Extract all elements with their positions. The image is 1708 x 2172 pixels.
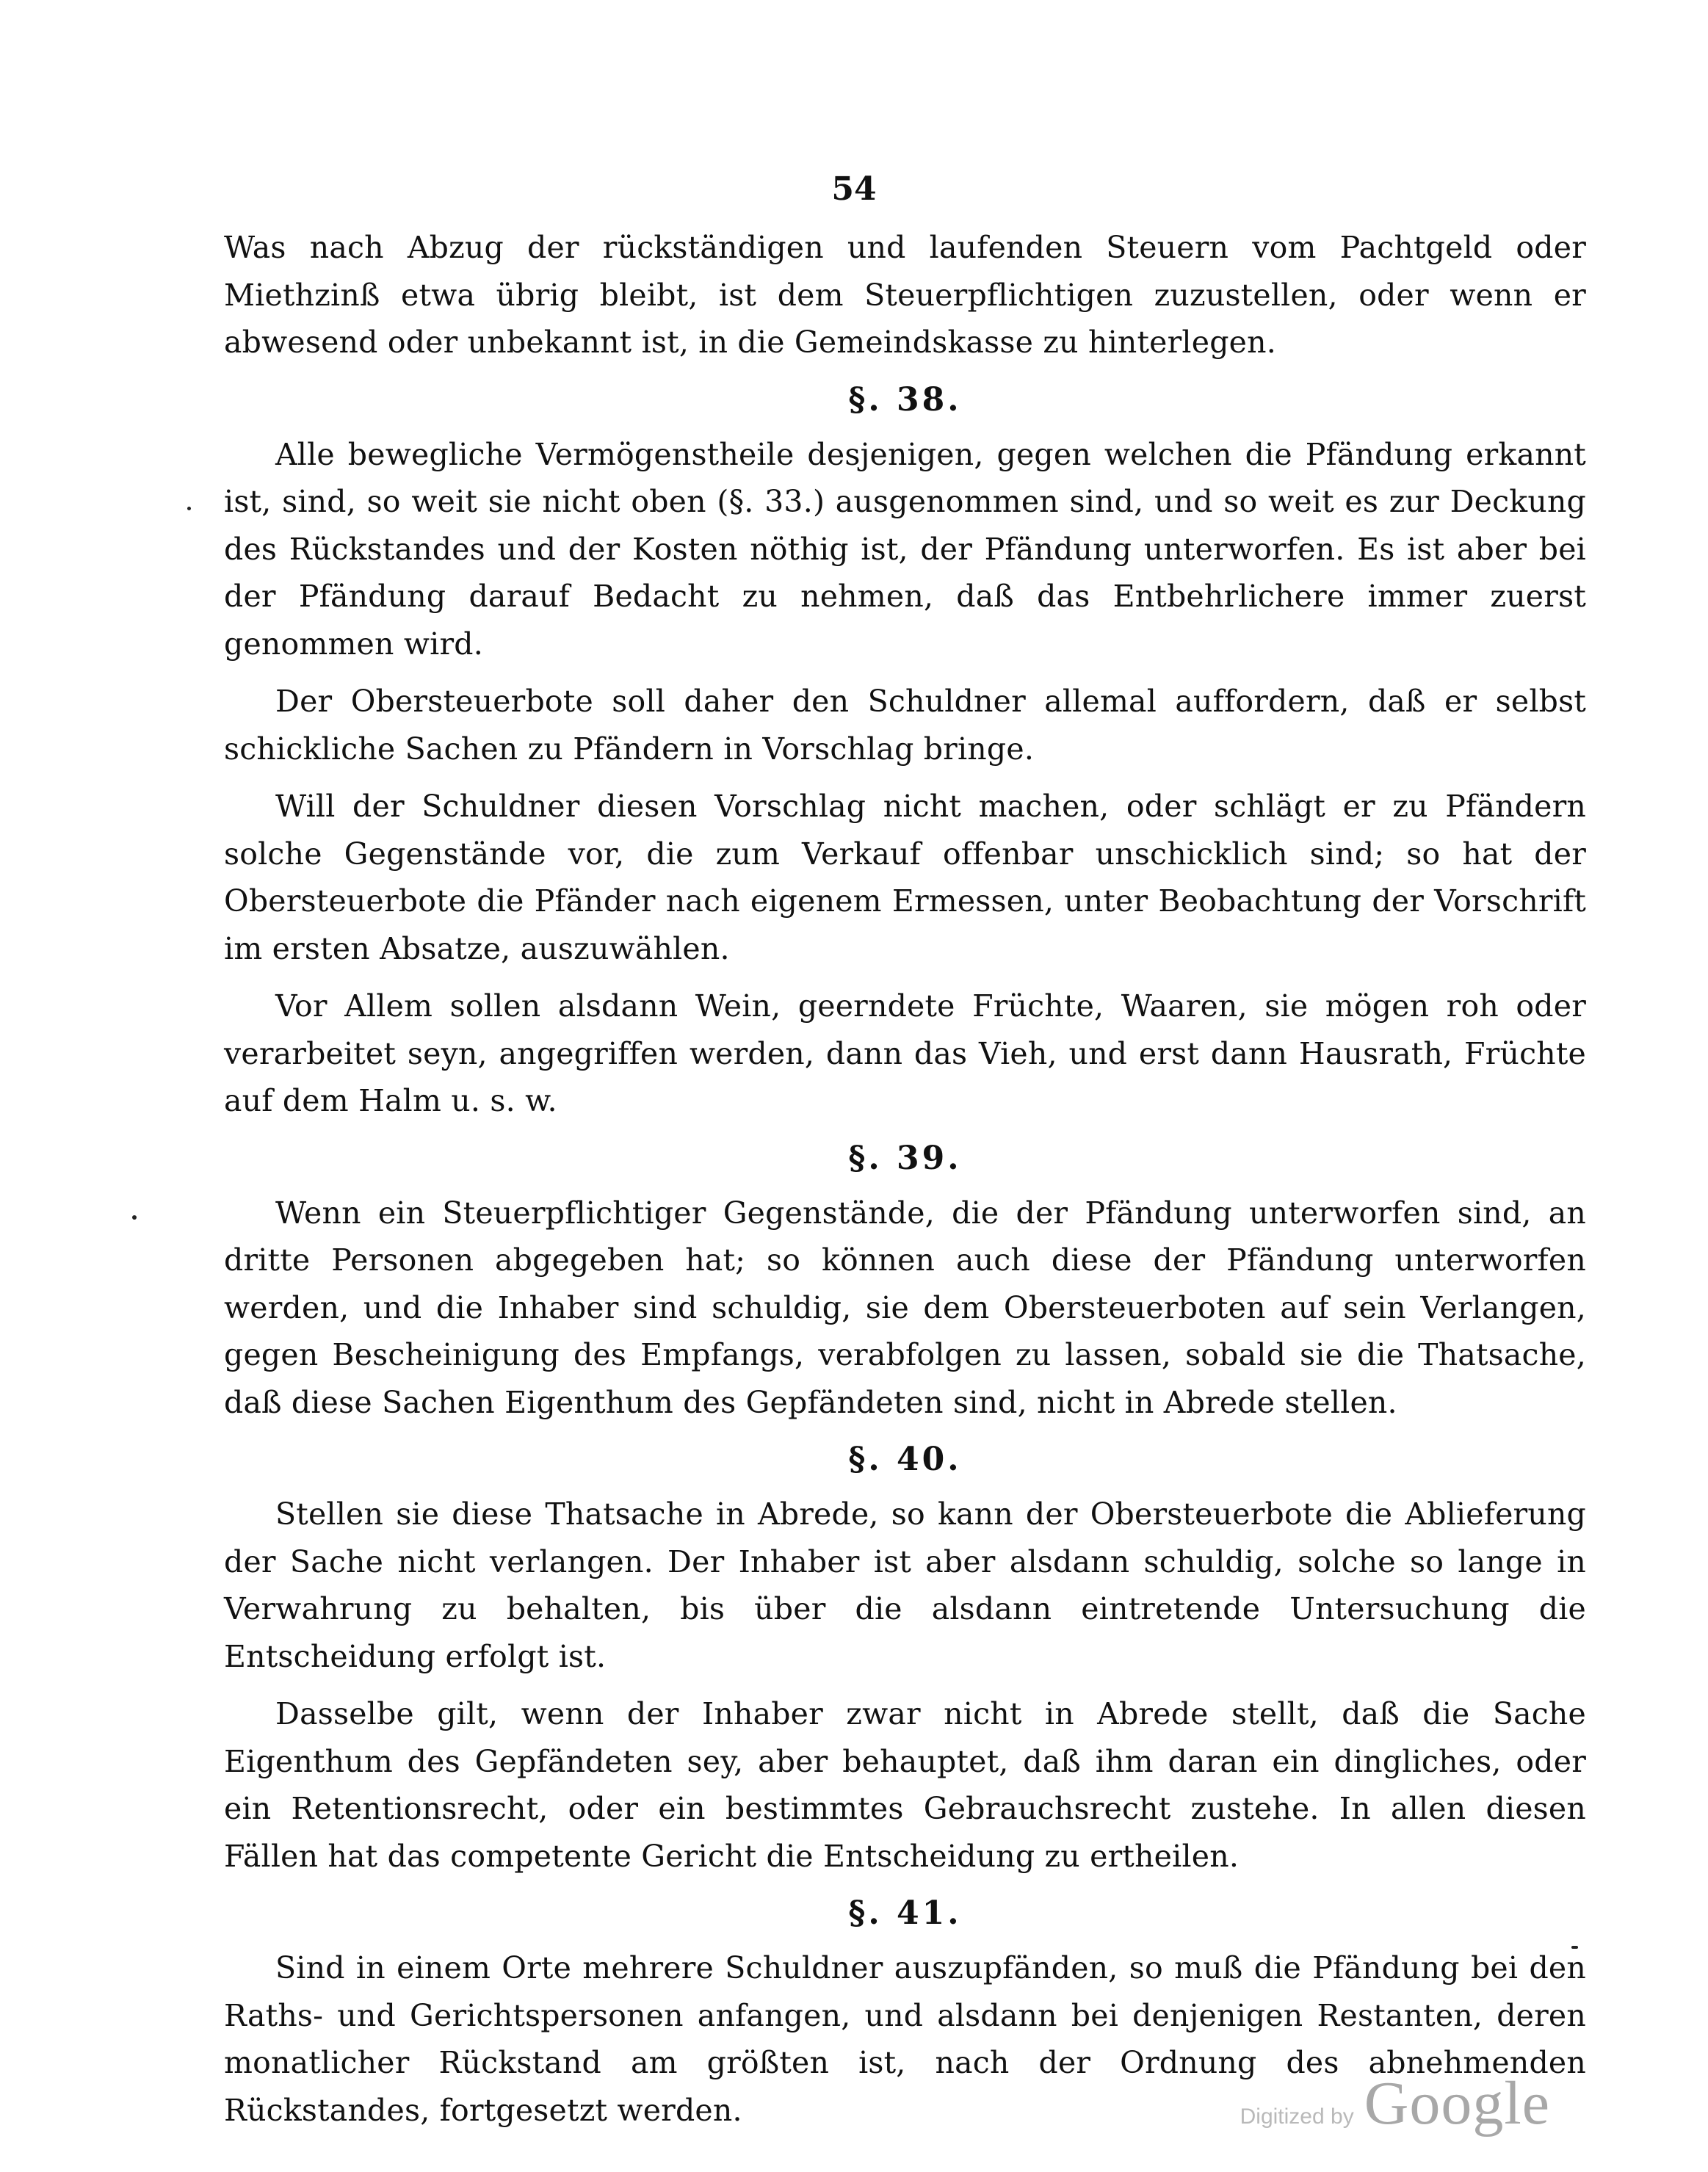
paragraph: Vor Allem sollen alsdann Wein, geerndete Früchte, Waaren, sie mögen roh oder verarbeitet seyn, angegriffen werden, dann das Vieh, und erst dann Hausrath, Früchte auf dem Halm u. s. w. (224, 988, 1586, 1118)
google-logo: Google (1364, 2069, 1550, 2137)
paragraph: Der Obersteuerbote soll daher den Schuldner allemal auffordern, daß er selbst schickliche Sachen zu Pfändern in Vorschlag bringe. (224, 684, 1586, 767)
paragraph: Dasselbe gilt, wenn der Inhaber zwar nicht in Abrede stellt, daß die Sache Eigenthum des Gepfändeten sey, aber behauptet, daß ihm daran ein dingliches, oder ein Retentionsrecht, oder ein bestimmtes Gebrauchsrecht zustehe. In allen diesen Fällen hat das competente Gericht die Entscheidung zu ertheilen. (224, 1696, 1586, 1874)
print-speck (187, 507, 191, 510)
section-heading: §. 38. (848, 380, 962, 419)
paragraph: Was nach Abzug der rückständigen und laufenden Steuern vom Pachtgeld oder Miethzinß etwa übrig bleibt, ist dem Steuerpflichtigen zuzustellen, oder wenn er abwesend oder unbekannt ist, in die Gemeindskasse zu hinterlegen. (224, 230, 1586, 360)
paragraph: Sind in einem Orte mehrere Schuldner auszupfänden, so muß die Pfändung bei den Raths- und Gerichtspersonen anfangen, und alsdann bei denjenigen Restanten, deren monatlicher Rückstand am größten ist, nach der Ordnung des abnehmenden Rückstandes, fortgesetzt werden. (224, 1950, 1586, 2128)
paragraph: Will der Schuldner diesen Vorschlag nicht machen, oder schlägt er zu Pfändern solche Gegenstände vor, die zum Verkauf offenbar unschicklich sind; so hat der Obersteuerbote die Pfänder nach eigenem Ermessen, unter Beobachtung der Vorschrift im ersten Absatze, auszuwählen. (224, 789, 1586, 966)
page-body (224, 224, 1586, 2144)
section-heading: §. 41. (848, 1894, 962, 1932)
section-heading: §. 40. (848, 1441, 962, 1478)
watermark-prefix: Digitized by (1240, 2104, 1354, 2129)
page-number: 54 (831, 170, 877, 208)
paragraph: Wenn ein Steuerpflichtiger Gegenstände, die der Pfändung unterworfen sind, an dritte Personen abgegeben hat; so können auch diese der Pfändung unterworfen werden, und die Inhaber sind schuldig, sie dem Obersteuerboten auf sein Verlangen, gegen Bescheinigung des Empfangs, verabfolgen zu lassen, sobald sie die Thatsache, daß diese Sachen Eigenthum des Gepfändeten sind, nicht in Abrede stellen. (224, 1195, 1586, 1420)
print-speck (1571, 1946, 1578, 1949)
digitized-by-google-watermark (1240, 2068, 1550, 2139)
print-speck (132, 1215, 137, 1220)
paragraph: Alle bewegliche Vermögenstheile desjenigen, gegen welchen die Pfändung erkannt ist, sind, so weit sie nicht oben (§. 33.) ausgenommen sind, und so weit es zur Deckung des Rückstandes und der Kosten nöthig ist, der Pfändung unterworfen. Es ist aber bei der Pfändung darauf Bedacht zu nehmen, daß das Entbehrlichere immer zuerst genommen wird. (224, 436, 1586, 662)
section-heading: §. 39. (848, 1139, 962, 1177)
paragraph: Stellen sie diese Thatsache in Abrede, so kann der Obersteuerbote die Ablieferung der Sache nicht verlangen. Der Inhaber ist aber alsdann schuldig, solche so lange in Verwahrung zu behalten, bis über die alsdann eintretende Untersuchung die Entscheidung erfolgt ist. (224, 1496, 1586, 1674)
